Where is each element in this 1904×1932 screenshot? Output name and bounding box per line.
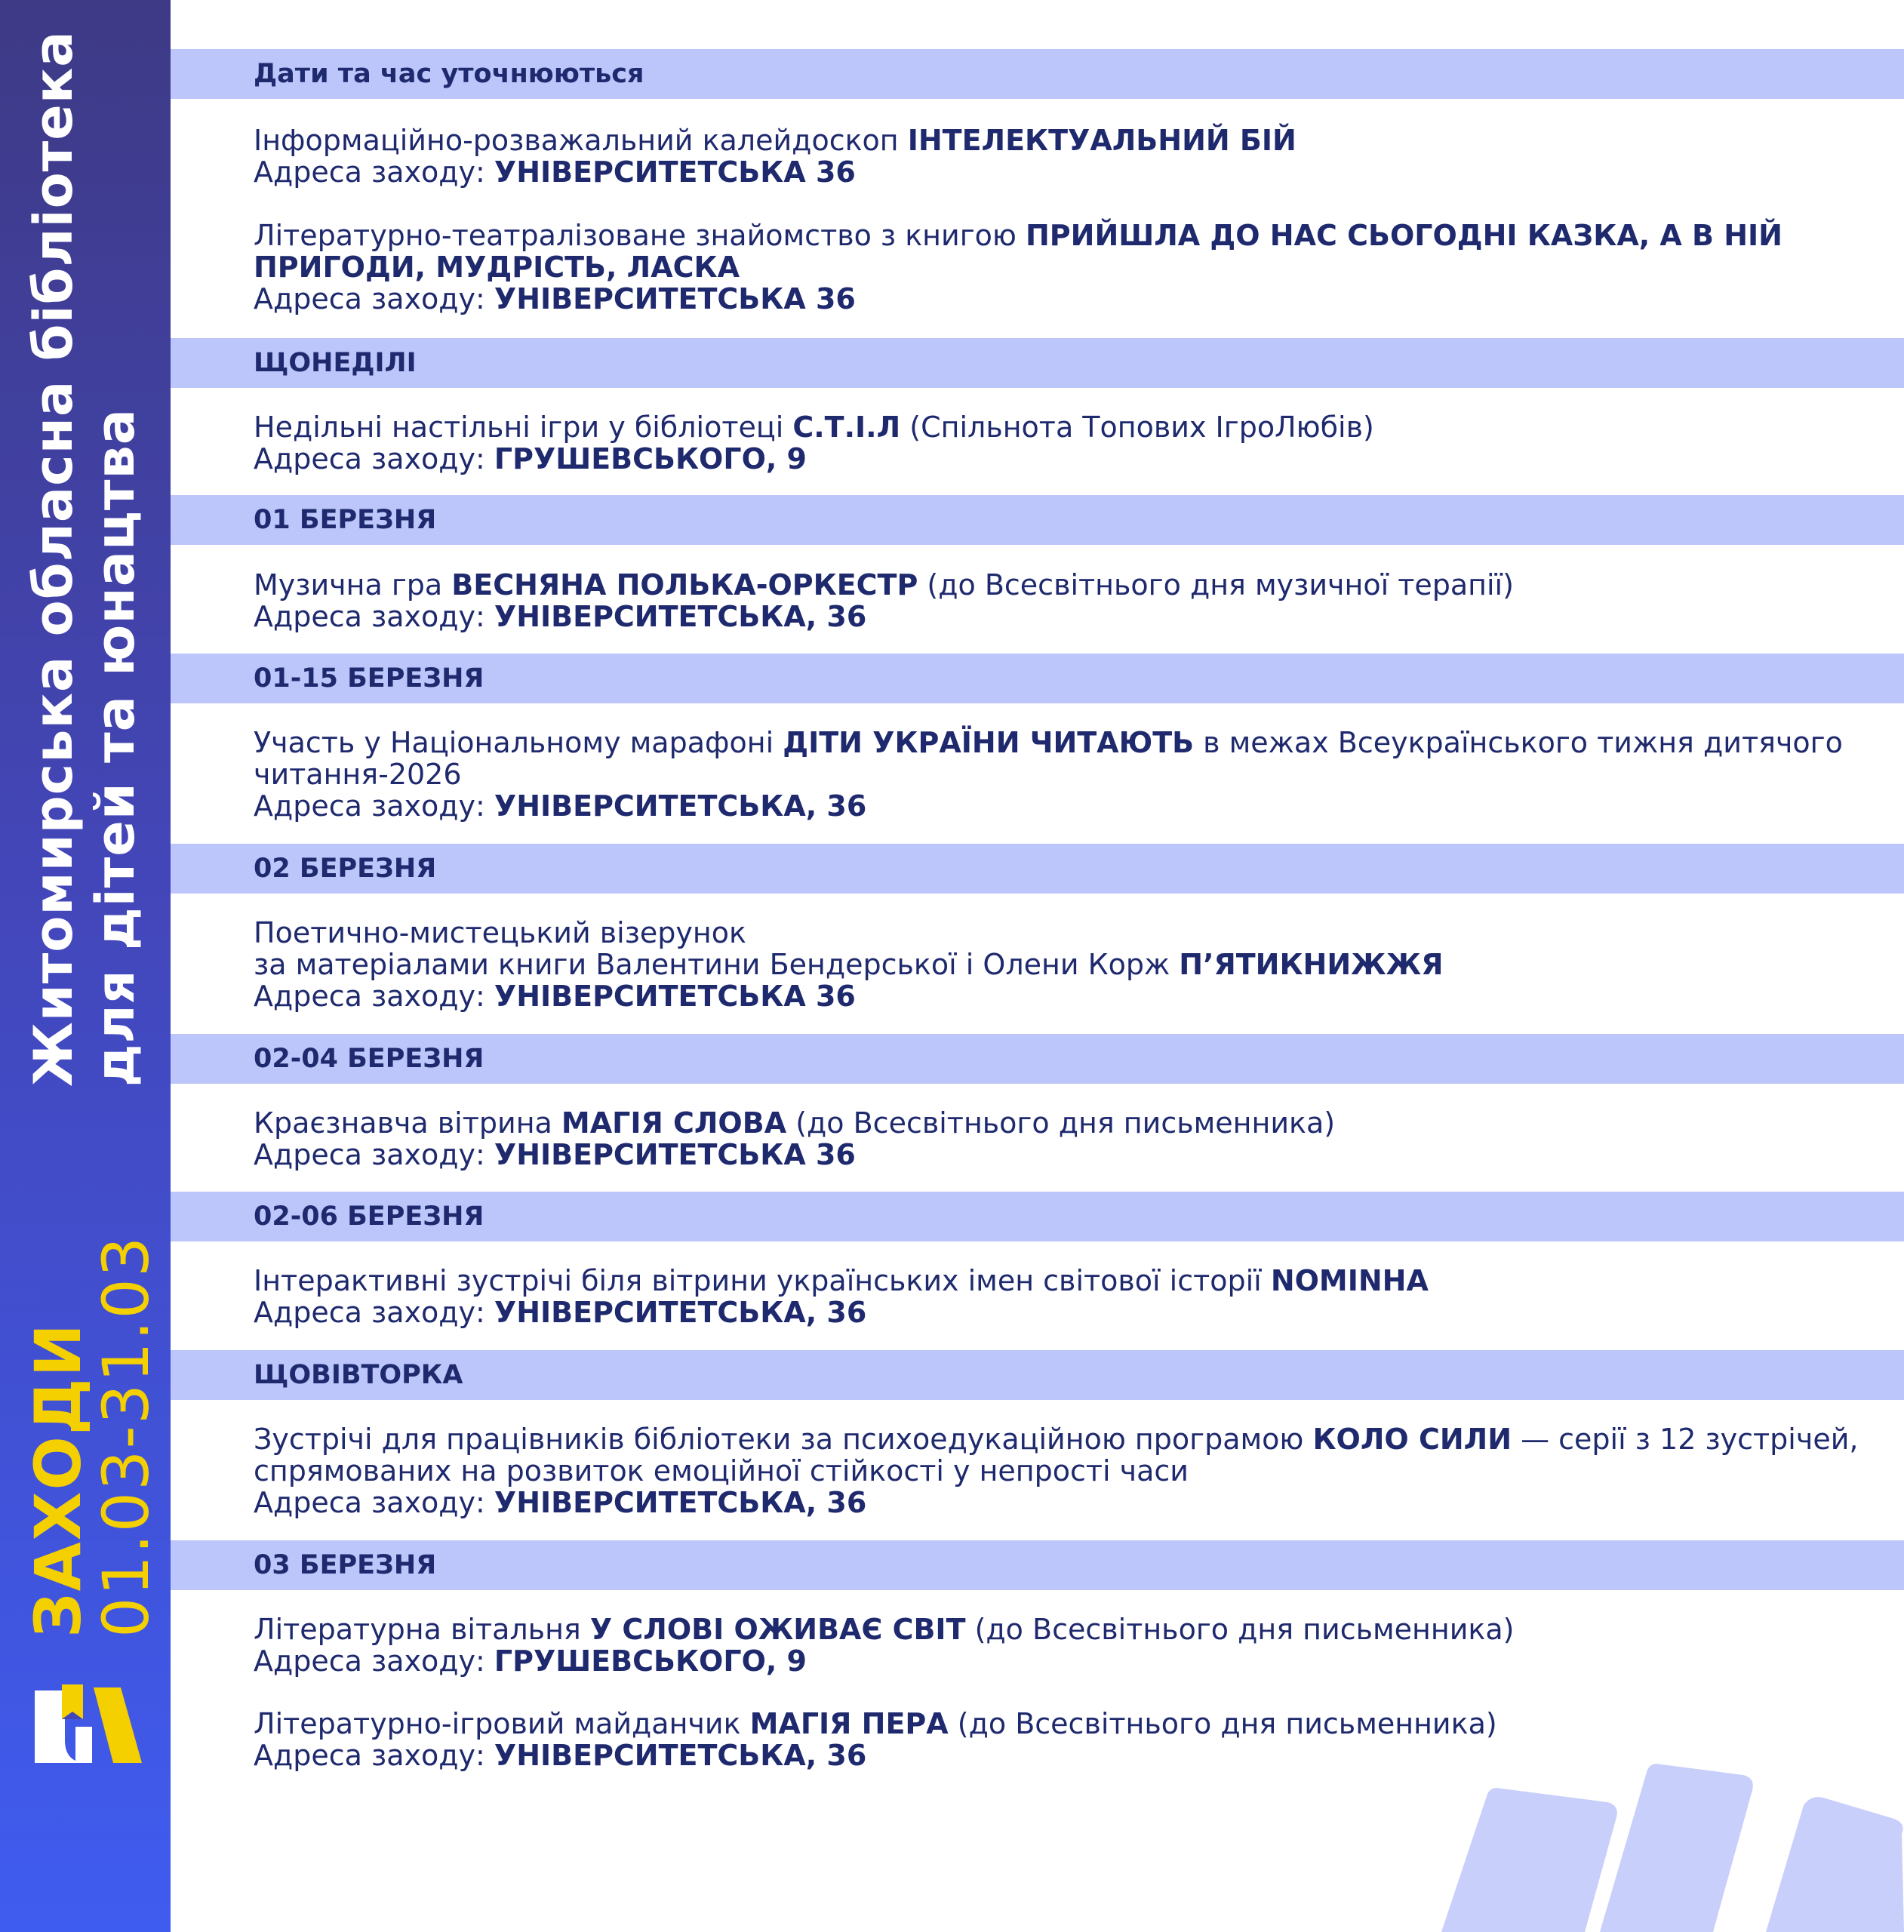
section-header: 03 БЕРЕЗНЯ xyxy=(171,1540,1904,1590)
event-title: П’ЯТИКНИЖЖЯ xyxy=(1179,948,1444,981)
event-item: Літературна вітальня У СЛОВІ ОЖИВАЄ СВІТ (до Всесвітнього дня письменника) Адреса заходу: ГРУШЕВСЬКОГО, 9 xyxy=(254,1613,1515,1678)
event-title: ІНТЕЛЕКТУАЛЬНИЙ БІЙ xyxy=(907,124,1297,157)
event-item: Інтерактивні зустрічі біля вітрини українських імен світової історії NОМІNНА Адреса заходу: УНІВЕРСИТЕТСЬКА, 36 xyxy=(254,1264,1429,1329)
event-item: Зустрічі для працівників бібліотеки за психоедукаційною програмою КОЛО СИЛИ — серії з 12 зустрічей, спрямованих на розвиток емоційної стійкості у непрості часи Адреса заходу: УНІВЕРСИТЕТСЬКА, 36 xyxy=(254,1423,1859,1519)
event-item: Музична гра ВЕСНЯНА ПОЛЬКА-ОРКЕСТР (до Всесвітнього дня музичної терапії) Адреса заходу: УНІВЕРСИТЕТСЬКА, 36 xyxy=(254,568,1514,633)
event-address: УНІВЕРСИТЕТСЬКА 36 xyxy=(494,980,856,1013)
event-item: Краєзнавча вітрина МАГІЯ СЛОВА (до Всесвітнього дня письменника) Адреса заходу: УНІВЕРСИТЕТСЬКА 36 xyxy=(254,1106,1336,1171)
event-address: ГРУШЕВСЬКОГО, 9 xyxy=(494,442,807,475)
library-name-line2: для дітей та юнацтва xyxy=(85,408,146,1087)
events-list xyxy=(171,0,1904,1932)
event-item: Літературно-театралізоване знайомство з книгою ПРИЙШЛА ДО НАС СЬОГОДНІ КАЗКА, А В НІЙ ПРИГОДИ, МУДРІСТЬ, ЛАСКА Адреса заходу: УНІВЕРСИТЕТСЬКА 36 xyxy=(254,219,1783,315)
event-title: МАГІЯ ПЕРА xyxy=(749,1707,949,1740)
event-address: УНІВЕРСИТЕТСЬКА 36 xyxy=(494,155,856,189)
event-address: УНІВЕРСИТЕТСЬКА, 36 xyxy=(494,1486,867,1519)
event-title: МАГІЯ СЛОВА xyxy=(561,1106,787,1140)
section-header: 02-04 БЕРЕЗНЯ xyxy=(171,1034,1904,1084)
events-label: ЗАХОДИ xyxy=(21,1322,95,1638)
event-address: УНІВЕРСИТЕТСЬКА, 36 xyxy=(494,1739,867,1772)
section-header: 01 БЕРЕЗНЯ xyxy=(171,495,1904,545)
event-title: ПРИЙШЛА ДО НАС СЬОГОДНІ КАЗКА, А В НІЙ ПРИГОДИ, МУДРІСТЬ, ЛАСКА xyxy=(254,219,1783,284)
section-header: ЩОНЕДІЛІ xyxy=(171,338,1904,388)
event-address: ГРУШЕВСЬКОГО, 9 xyxy=(494,1644,807,1678)
book-stripes-decoration-icon xyxy=(1411,1758,1904,1932)
event-item: Недільні настільні ігри у бібліотеці С.Т.І.Л (Спільнота Топових ІгроЛюбів) Адреса заходу: ГРУШЕВСЬКОГО, 9 xyxy=(254,411,1374,475)
event-item: Участь у Національному марафоні ДІТИ УКРАЇНИ ЧИТАЮТЬ в межах Всеукраїнського тижня дитячого читання-2026 Адреса заходу: УНІВЕРСИТЕТСЬКА, 36 xyxy=(254,726,1843,823)
event-item: Літературно-ігровий майданчик МАГІЯ ПЕРА (до Всесвітнього дня письменника) Адреса заходу: УНІВЕРСИТЕТСЬКА, 36 xyxy=(254,1707,1497,1772)
section-header: ЩОВІВТОРКА xyxy=(171,1350,1904,1400)
event-address: УНІВЕРСИТЕТСЬКА, 36 xyxy=(494,600,867,633)
event-title: NОМІNНА xyxy=(1270,1264,1429,1297)
date-range: 01.03-31.03 xyxy=(89,1235,163,1638)
event-title: ДІТИ УКРАЇНИ ЧИТАЮТЬ xyxy=(783,726,1195,759)
event-title: С.Т.І.Л xyxy=(792,411,901,444)
event-title: КОЛО СИЛИ xyxy=(1312,1423,1512,1456)
event-address: УНІВЕРСИТЕТСЬКА 36 xyxy=(494,282,856,315)
event-address: УНІВЕРСИТЕТСЬКА 36 xyxy=(494,1138,856,1171)
event-address: УНІВЕРСИТЕТСЬКА, 36 xyxy=(494,789,867,823)
section-header: 02 БЕРЕЗНЯ xyxy=(171,844,1904,894)
event-item: Поетично-мистецький візерунок за матеріалами книги Валентини Бендерської і Олени Корж П’ЯТИКНИЖЖЯ Адреса заходу: УНІВЕРСИТЕТСЬКА 36 xyxy=(254,916,1444,1013)
event-address: УНІВЕРСИТЕТСЬКА, 36 xyxy=(494,1296,867,1329)
library-logo-icon xyxy=(32,1681,145,1772)
section-header: Дати та час уточнюються xyxy=(171,49,1904,99)
section-header: 02-06 БЕРЕЗНЯ xyxy=(171,1192,1904,1241)
event-title: ВЕСНЯНА ПОЛЬКА-ОРКЕСТР xyxy=(451,568,918,601)
event-item: Інформаційно-розважальний калейдоскоп ІНТЕЛЕКТУАЛЬНИЙ БІЙ Адреса заходу: УНІВЕРСИТЕТСЬКА 36 xyxy=(254,124,1297,189)
sidebar xyxy=(0,0,171,1932)
library-name-line1: Житомирська обласна бібліотека xyxy=(23,30,85,1087)
event-title: У СЛОВІ ОЖИВАЄ СВІТ xyxy=(589,1613,966,1646)
section-header: 01-15 БЕРЕЗНЯ xyxy=(171,654,1904,703)
